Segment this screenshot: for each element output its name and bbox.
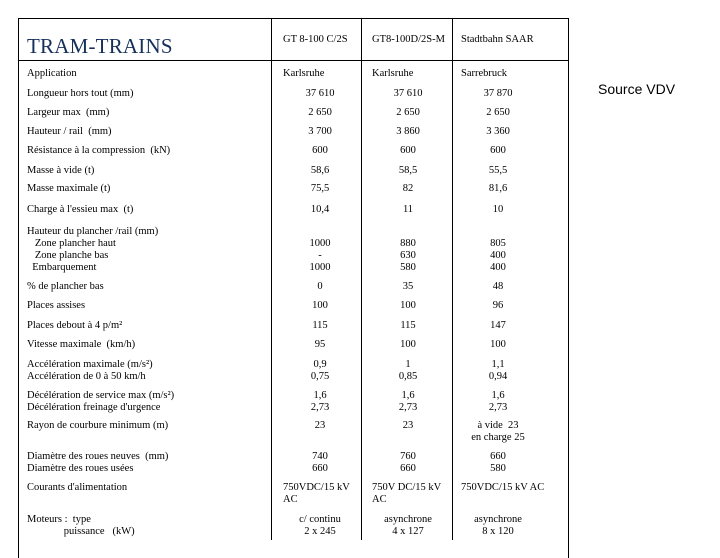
cell-power-supply-1: 750VDC/15 kV AC [283,482,350,505]
row-label-width: Largeur max (mm) [27,107,110,118]
row-label-curve-radius: Rayon de courbure minimum (m) [27,420,169,431]
row-label-acceleration: Accélération maximale (m/s²) Accélération de 0 à 50 km/h [27,359,153,382]
cell-deceleration-2: 1,6 2,73 [398,390,418,413]
cell-application-2: Karlsruhe [372,68,414,79]
cell-application-3: Sarrebruck [461,68,508,79]
row-label-application: Application [27,68,77,79]
cell-max-speed-2: 100 [400,339,416,350]
source-label: Source VDV [598,81,676,97]
row-label-height: Hauteur / rail (mm) [27,126,112,137]
row-label-motors: Moteurs : type puissance (kW) [27,514,135,537]
cell-compression-2: 600 [400,145,416,156]
cell-motors-3: asynchrone 8 x 120 [474,514,522,537]
cell-standing-1: 115 [312,320,328,331]
cell-low-floor-2: 35 [402,281,414,292]
row-label-wheel-diameter: Diamètre des roues neuves (mm) Diamètre des roues usées [27,451,169,474]
cell-standing-2: 115 [400,320,416,331]
cell-wheel-diameter-1: 740 660 [312,451,328,474]
cell-max-speed-3: 100 [490,339,506,350]
cell-max-mass-2: 82 [402,183,414,194]
cell-length-1: 37 610 [305,88,335,99]
cell-motors-2: asynchrone 4 x 127 [384,514,432,537]
column-divider [271,18,272,540]
cell-seats-3: 96 [492,300,504,311]
cell-floor-height-1: 1000 - 1000 [309,238,331,273]
cell-acceleration-3: 1,1 0,94 [488,359,508,382]
cell-low-floor-3: 48 [492,281,504,292]
cell-power-supply-3: 750VDC/15 kV AC [461,482,545,493]
page-title: TRAM-TRAINS [27,34,173,58]
row-label-low-floor: % de plancher bas [27,281,104,292]
cell-floor-height-2: 880 630 580 [400,238,416,273]
row-label-standing: Places debout à 4 p/m² [27,320,123,331]
cell-empty-mass-2: 58,5 [398,165,418,176]
column-divider [452,18,453,540]
cell-deceleration-1: 1,6 2,73 [310,390,330,413]
row-label-deceleration: Décélération de service max (m/s²) Décélération freinage d'urgence [27,390,175,413]
cell-low-floor-1: 0 [317,281,323,292]
cell-power-supply-2: 750V DC/15 kV AC [372,482,442,505]
column-header-1: GT 8-100 C/2S [283,34,348,45]
cell-max-speed-1: 95 [314,339,326,350]
cell-axle-load-2: 11 [402,204,414,215]
row-label-empty-mass: Masse à vide (t) [27,165,95,176]
cell-curve-radius-3: à vide 23 en charge 25 [471,420,525,443]
cell-max-mass-1: 75,5 [310,183,330,194]
cell-max-mass-3: 81,6 [488,183,508,194]
cell-compression-3: 600 [490,145,506,156]
cell-empty-mass-1: 58,6 [310,165,330,176]
cell-height-1: 3 700 [308,126,332,137]
row-label-floor-height: Hauteur du plancher /rail (mm) Zone plancher haut Zone planche bas Embarquement [27,226,159,273]
header-divider [18,60,569,61]
cell-height-3: 3 360 [486,126,510,137]
cell-length-2: 37 610 [393,88,423,99]
cell-motors-1: c/ continu 2 x 245 [299,514,341,537]
cell-width-3: 2 650 [486,107,510,118]
cell-standing-3: 147 [490,320,506,331]
row-label-max-mass: Masse maximale (t) [27,183,111,194]
row-label-max-speed: Vitesse maximale (km/h) [27,339,136,350]
cell-curve-radius-2: 23 [402,420,414,431]
cell-width-2: 2 650 [396,107,420,118]
cell-deceleration-3: 1,6 2,73 [488,390,508,413]
row-label-axle-load: Charge à l'essieu max (t) [27,204,134,215]
cell-empty-mass-3: 55,5 [488,165,508,176]
cell-curve-radius-1: 23 [314,420,326,431]
row-label-compression: Résistance à la compression (kN) [27,145,171,156]
cell-wheel-diameter-3: 660 580 [490,451,506,474]
cell-seats-2: 100 [400,300,416,311]
column-header-3: Stadtbahn SAAR [461,34,534,45]
cell-length-3: 37 870 [483,88,513,99]
cell-width-1: 2 650 [308,107,332,118]
cell-acceleration-2: 1 0,85 [398,359,418,382]
row-label-power-supply: Courants d'alimentation [27,482,128,493]
cell-seats-1: 100 [312,300,328,311]
cell-acceleration-1: 0,9 0,75 [310,359,330,382]
row-label-length: Longueur hors tout (mm) [27,88,134,99]
column-header-2: GT8-100D/2S-M [372,34,445,45]
cell-axle-load-1: 10,4 [310,204,330,215]
cell-compression-1: 600 [312,145,328,156]
row-label-seats: Places assises [27,300,86,311]
cell-axle-load-3: 10 [492,204,504,215]
cell-floor-height-3: 805 400 400 [490,238,506,273]
cell-height-2: 3 860 [396,126,420,137]
cell-wheel-diameter-2: 760 660 [400,451,416,474]
cell-application-1: Karlsruhe [283,68,325,79]
